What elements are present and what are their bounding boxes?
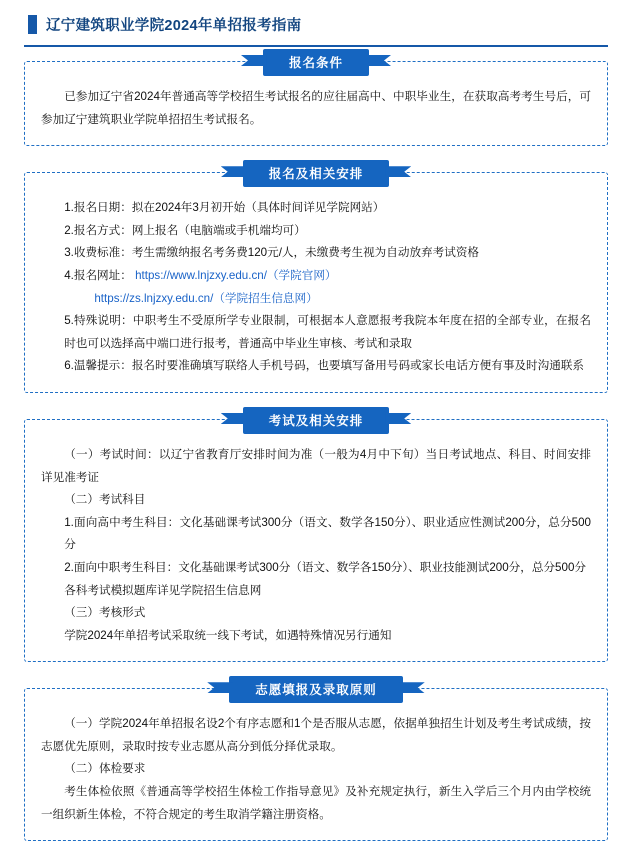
section-apply-arrangement [24,167,608,393]
website-label-text: 4.报名网址： [64,268,132,282]
section-title: 志愿填报及录取原则 [229,676,403,703]
section-title-ribbon [25,407,607,434]
document-header [0,0,632,43]
paragraph-tips: 6.温馨提示：报名时要准确填写联络人手机号码，也要填写备用号码或家长电话方便有事及时沟通联系 [64,359,584,373]
paragraph-volunteer-rule: （一）学院2024年单招报名设2个有序志愿和1个是否服从志愿，依据单独招生计划及考生考试成绩，按志愿优先原则，录取时按专业志愿从高分到低分择优录取。 [41,717,591,753]
paragraph-exam-form: 学院2024年单招考试采取统一线下考试，如遇特殊情况另行通知 [64,628,392,642]
section-title-ribbon [25,676,607,703]
paragraph-date: 1.报名日期：拟在2024年3月初开始（具体时间详见学院网站） [64,201,385,215]
header-accent-bar [28,15,37,34]
paragraph-medical-heading: （二）体检要求 [64,762,146,776]
paragraph-exam-subjects-heading: （二）考试科目 [64,493,146,507]
section-body [41,86,591,131]
section-title-ribbon [25,49,607,76]
section-title: 考试及相关安排 [243,407,390,434]
section-body [41,444,591,647]
paragraph-exam-form-heading: （三）考核形式 [64,606,146,620]
paragraph-mock-questions: 各科考试模拟题库详见学院招生信息网 [64,583,262,597]
paragraph-method: 2.报名方式：网上报名（电脑端或手机端均可） [64,223,306,237]
section-title: 报名及相关安排 [243,160,390,187]
section-title: 报名条件 [263,49,369,76]
section-exam-arrangement [24,413,608,662]
paragraph: 已参加辽宁省2024年普通高等学校招生考试报名的应往届高中、中职毕业生，在获取高考考生号后，可参加辽宁建筑职业学院单招招生考试报名。 [41,90,591,126]
paragraph-medical-detail: 考生体检依照《普通高等学校招生体检工作指导意见》及补充规定执行，新生入学后三个月内由学校统一组织新生体检，不符合规定的考生取消学籍注册资格。 [41,785,591,821]
section-body [41,197,591,378]
paragraph-exam-time: （一）考试时间：以辽宁省教育厅安排时间为准（一般为4月中下旬）当日考试地点、科目、时间安排详见准考证 [41,447,591,484]
paragraph-fee: 3.收费标准：考生需缴纳报名考务费120元/人，未缴费考生视为自动放弃考试资格 [64,246,480,260]
section-body [41,713,591,826]
section-volunteer-admission [24,683,608,841]
admissions-site-link[interactable]: https://zs.lnjzxy.edu.cn/（学院招生信息网） [94,291,318,305]
paragraph-website-label [41,265,591,288]
section-apply-conditions [24,56,608,146]
section-title-ribbon [25,160,607,187]
sections-container [0,47,632,841]
paragraph-special-note: 5.特殊说明：中职考生不受原所学专业限制，可根据本人意愿报考我院本年度在招的全部专业，在报名时也可以选择高中端口进行报考，普通高中毕业生审核、考试和录取 [64,314,591,350]
official-site-link[interactable]: https://www.lnjzxy.edu.cn/（学院官网） [135,268,337,282]
paragraph-highschool-subjects: 1.面向高中考生科目：文化基础课考试300分（语文、数学各150分）、职业适应性测试200分，总分500分 [64,515,591,552]
paragraph-website-2 [41,288,591,311]
page-title: 辽宁建筑职业学院2024年单招报考指南 [46,18,302,34]
paragraph-vocational-subjects: 2.面向中职考生科目：文化基础课考试300分（语文、数学各150分）、职业技能测试200分，总分500分 [64,560,586,574]
